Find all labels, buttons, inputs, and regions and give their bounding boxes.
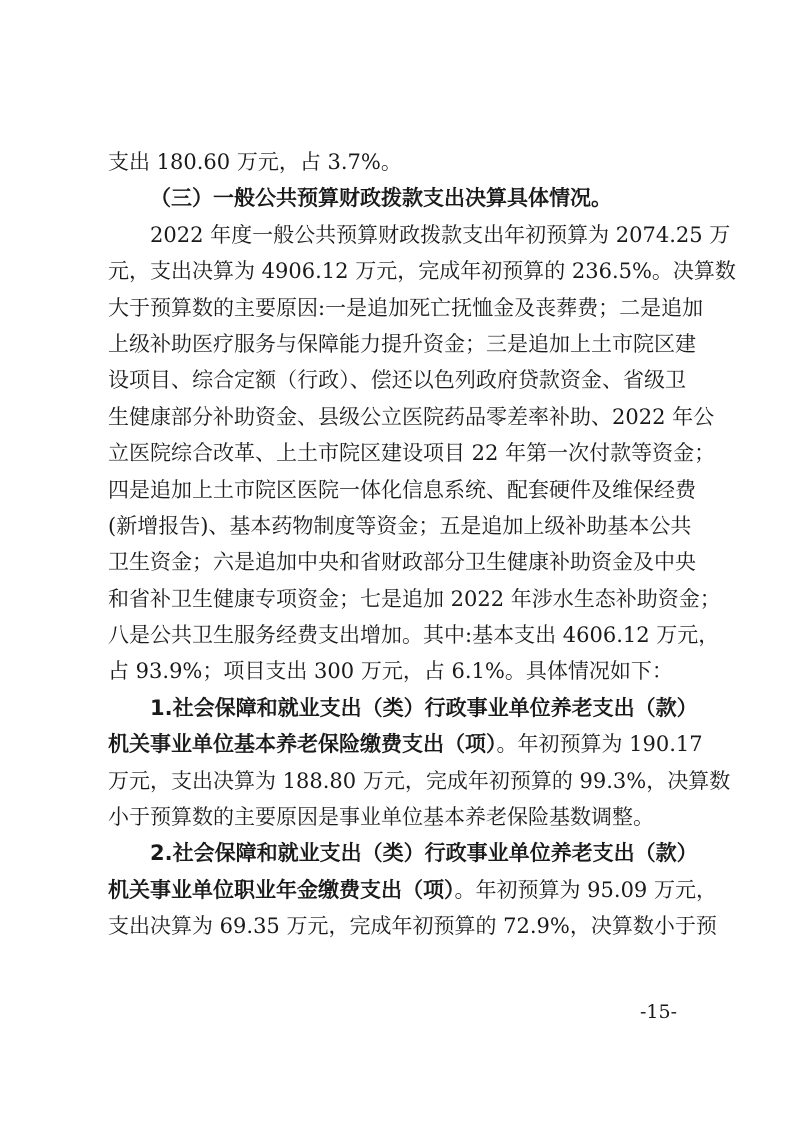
paragraph-line [108, 799, 686, 835]
paragraph-line [108, 144, 686, 180]
section-heading [108, 180, 686, 216]
text-run: 2022 年度一般公共预算财政拨款支出年初预算为 2074.25 万 [150, 222, 731, 247]
text-run: 上级补助医疗服务与保障能力提升资金；三是追加上土市院区建 [108, 331, 696, 356]
text-run: 小于预算数的主要原因是事业单位基本养老保险基数调整。 [108, 805, 654, 830]
paragraph-line [108, 472, 696, 508]
paragraph-line [108, 362, 686, 398]
paragraph-line [108, 726, 703, 762]
paragraph-line [108, 508, 692, 544]
bold-text-run: 2.社会保障和就业支出（类）行政事业单位养老支出（款） [150, 841, 698, 866]
text-run: 。年初预算为 95.09 万元， [454, 877, 717, 902]
text-run: 支出 180.60 万元，占 3.7%。 [108, 150, 402, 174]
text-run: 。年初预算为 190.17 [496, 732, 703, 757]
bold-text-run: 机关事业单位职业年金缴费支出（项） [108, 877, 455, 902]
bold-text-run: 机关事业单位基本养老保险缴费支出（项） [108, 732, 497, 757]
text-run: 立医院综合改革、上土市院区建设项目 22 年第一次付款等资金； [108, 441, 716, 466]
bold-text-run: （三）一般公共预算财政拨款支出决算具体情况。 [150, 186, 612, 211]
bold-text-run: 1.社会保障和就业支出（类）行政事业单位养老支出（款） [150, 695, 698, 720]
paragraph-line [108, 872, 717, 908]
paragraph-line [108, 544, 696, 580]
text-run: 元，支出决算为 4906.12 万元，完成年初预算的 236.5%。决算数 [108, 259, 736, 284]
paragraph-line [108, 435, 716, 471]
text-run: 生健康部分补助资金、县级公立医院药品零差率补助、2022 年公 [108, 404, 715, 429]
text-run: 设项目、综合定额（行政）、偿还以色列政府贷款资金、省级卫 [108, 368, 686, 393]
text-run: 大于预算数的主要原因:一是追加死亡抚恤金及丧葬费；二是追加 [108, 295, 704, 320]
item-heading [108, 835, 698, 871]
text-run: 支出决算为 69.35 万元，完成年初预算的 72.9%，决算数小于预 [108, 914, 717, 939]
paragraph-line [108, 763, 731, 799]
body-text [108, 144, 736, 945]
item-heading [108, 690, 698, 726]
paragraph-line [108, 326, 696, 362]
paragraph-line [108, 581, 721, 617]
text-run: 卫生资金；六是追加中央和省财政部分卫生健康补助资金及中央 [108, 550, 696, 575]
text-run: 万元，支出决算为 188.80 万元，完成年初预算的 99.3%，决算数 [108, 768, 731, 793]
paragraph-line [108, 399, 715, 435]
text-run: 八是公共卫生服务经费支出增加。其中:基本支出 4606.12 万元， [108, 623, 720, 648]
paragraph-line [108, 653, 686, 689]
text-run: 和省补卫生健康专项资金；七是追加 2022 年涉水生态补助资金； [108, 586, 721, 611]
paragraph-line [108, 908, 717, 944]
paragraph-line [108, 217, 731, 253]
paragraph-line [108, 617, 720, 653]
text-run: 占 93.9%；项目支出 300 万元，占 6.1%。具体情况如下： [108, 659, 673, 684]
page-number: -15- [640, 1001, 678, 1023]
paragraph-line [108, 290, 704, 326]
text-run: 四是追加上土市院区医院一体化信息系统、配套硬件及维保经费 [108, 477, 696, 502]
paragraph-line [108, 253, 736, 289]
text-run: (新增报告)、基本药物制度等资金；五是追加上级补助基本公共 [108, 513, 692, 538]
